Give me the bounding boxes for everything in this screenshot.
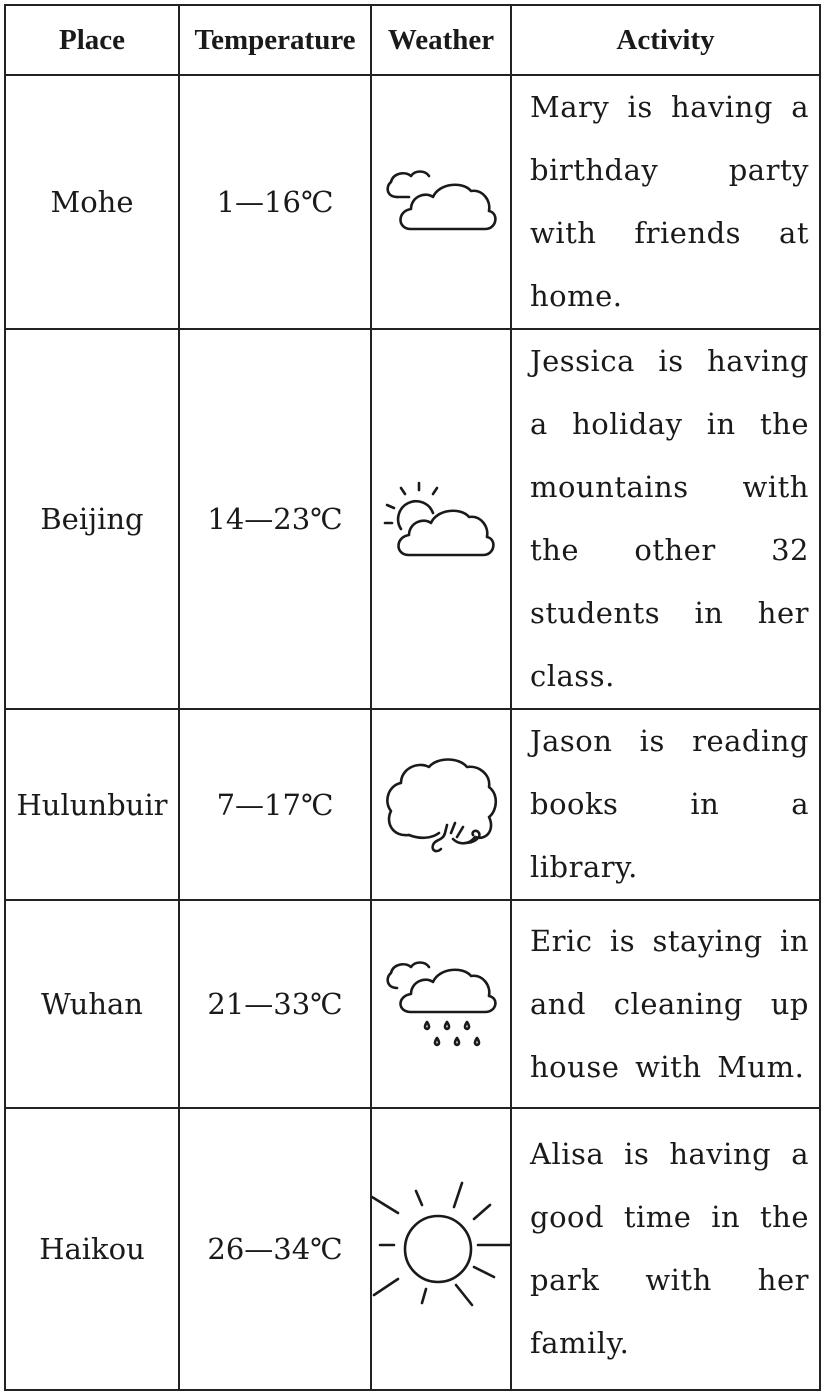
place-cell: Haikou xyxy=(5,1108,179,1390)
activity-cell: Jessica is having a holiday in the mountains with the other 32 students in her class. xyxy=(511,329,820,709)
table-row xyxy=(5,1108,820,1390)
place-cell: Mohe xyxy=(5,75,179,329)
header-row xyxy=(5,5,820,75)
weather-cell xyxy=(371,709,511,900)
partly-cloudy-icon xyxy=(379,477,503,561)
weather-cell xyxy=(371,329,511,709)
activity-cell: Eric is staying in and cleaning up house with Mum. xyxy=(511,900,820,1108)
activity-cell: Jason is reading books in a library. xyxy=(511,709,820,900)
temperature-cell: 7—17℃ xyxy=(179,709,371,900)
weather-table xyxy=(4,4,821,1391)
place-cell: Hulunbuir xyxy=(5,709,179,900)
sunny-icon xyxy=(372,1179,510,1319)
header-place: Place xyxy=(5,5,179,75)
table-row xyxy=(5,329,820,709)
table-row xyxy=(5,75,820,329)
weather-cell xyxy=(371,1108,511,1390)
activity-cell: Alisa is having a good time in the park with her family. xyxy=(511,1108,820,1390)
weather-cell xyxy=(371,75,511,329)
temperature-cell: 1—16℃ xyxy=(179,75,371,329)
header-temperature: Temperature xyxy=(179,5,371,75)
header-weather: Weather xyxy=(371,5,511,75)
cloudy-icon xyxy=(379,167,503,237)
temperature-cell: 14—23℃ xyxy=(179,329,371,709)
windy-icon xyxy=(379,753,503,857)
header-activity: Activity xyxy=(511,5,820,75)
place-cell: Wuhan xyxy=(5,900,179,1108)
temperature-cell: 21—33℃ xyxy=(179,900,371,1108)
table-row xyxy=(5,900,820,1108)
place-cell: Beijing xyxy=(5,329,179,709)
activity-cell: Mary is having a birthday party with friends at home. xyxy=(511,75,820,329)
table-row xyxy=(5,709,820,900)
weather-cell xyxy=(371,900,511,1108)
temperature-cell: 26—34℃ xyxy=(179,1108,371,1390)
rainy-icon xyxy=(379,956,503,1052)
